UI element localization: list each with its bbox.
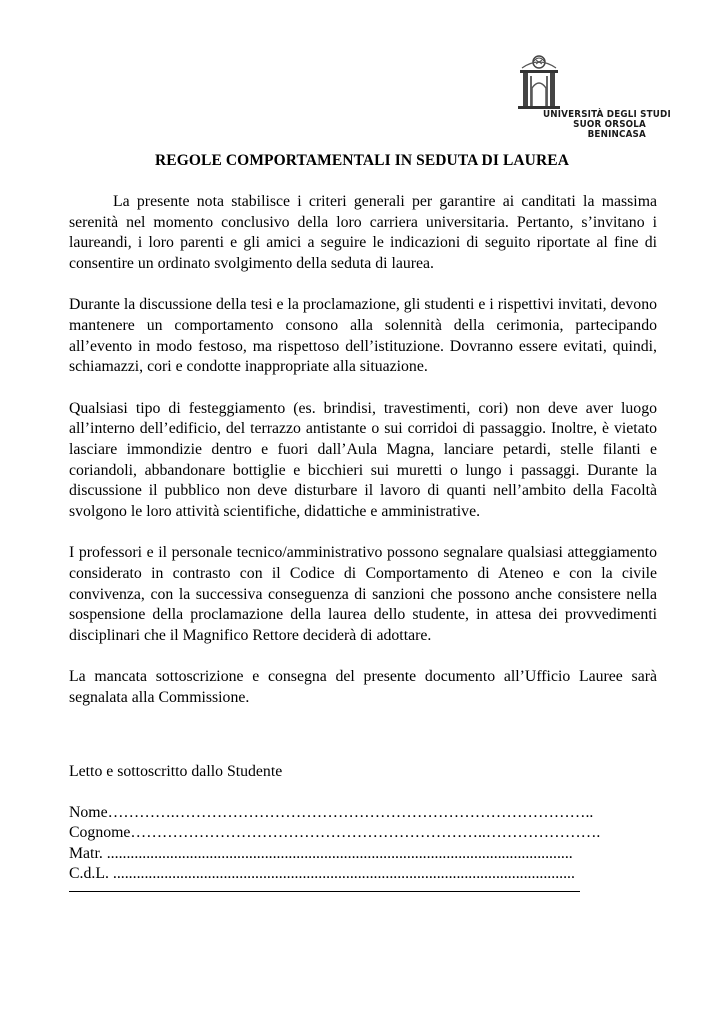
nome-field[interactable]: Nome………….…………………………………………………………………….. [69,803,594,821]
university-name [542,109,671,140]
university-logo [514,52,671,144]
signature-section [69,762,669,892]
paragraph: La mancata sottoscrizione e consegna del presente documento all’Ufficio Lauree sarà segnalata alla Commissione. [69,668,657,706]
cognome-field[interactable]: Cognome…………………………………………………………..…………………. [69,824,601,842]
matr-field[interactable]: Matr. ...................................................................................................................... [69,844,573,862]
paragraph: Qualsiasi tipo di festeggiamento (es. brindisi, travestimenti, cori) non deve aver luogo all’interno dell’edificio, del terrazzo antistante o sui corridoi di passaggio. Inoltre, è vietato lasciare immondizie dentro e fuori dall’Aula Magna, lanciare petardi, stelle filanti e coriandoli, abbandonare bottiglie e bicchieri sui muretti o lungo i passaggi. Durante la discussione il pubblico non deve disturbare il lavoro di quanti nell’ambito della Facoltà svolgono le loro attività scientifiche, didattiche e amministrative. [69,399,657,520]
cdl-field[interactable]: C.d.L. ..................................................................................................................... [69,865,575,883]
paragraph: Durante la discussione della tesi e la proclamazione, gli studenti e i rispettivi invitati, devono mantenere un comportamento consono alla solennità della cerimonia, partecipando all’evento in modo festoso, ma rispettoso dell’istituzione. Dovranno essere evitati, quindi, schiamazzi, cori e condotte inappropriate alla situazione. [69,296,657,376]
university-name-line: SUOR ORSOLA [573,119,646,130]
paragraph: La presente nota stabilisce i criteri generali per garantire ai canditati la massima serenità nel momento conclusivo della loro carriera universitaria. Pertanto, s’invitano i laureandi, i loro parenti e gli amici a seguire le indicazioni di seguito riportate al fine di consentire un ordinato svolgimento della seduta di laurea. [69,193,657,272]
document-body [69,192,657,729]
university-name-line: UNIVERSITÀ DEGLI STUDI [542,109,671,120]
signature-line[interactable] [69,891,580,892]
signature-heading: Letto e sottoscritto dallo Studente [69,763,283,780]
paragraph: I professori e il personale tecnico/amministrativo possono segnalare qualsiasi atteggiamento considerato in contrasto con il Codice di Comportamento di Ateneo e con la civile convivenza, con la successiva conseguenza di sanzioni che possono anche consistere nella sospensione della proclamazione della laurea dello studente, in attesa dei provvedimenti disciplinari che il Magnifico Rettore deciderà di adottare. [69,544,657,644]
university-emblem-icon [514,52,564,110]
document-title: REGOLE COMPORTAMENTALI IN SEDUTA DI LAUREA [154,152,570,169]
university-name-line: BENINCASA [587,129,646,140]
